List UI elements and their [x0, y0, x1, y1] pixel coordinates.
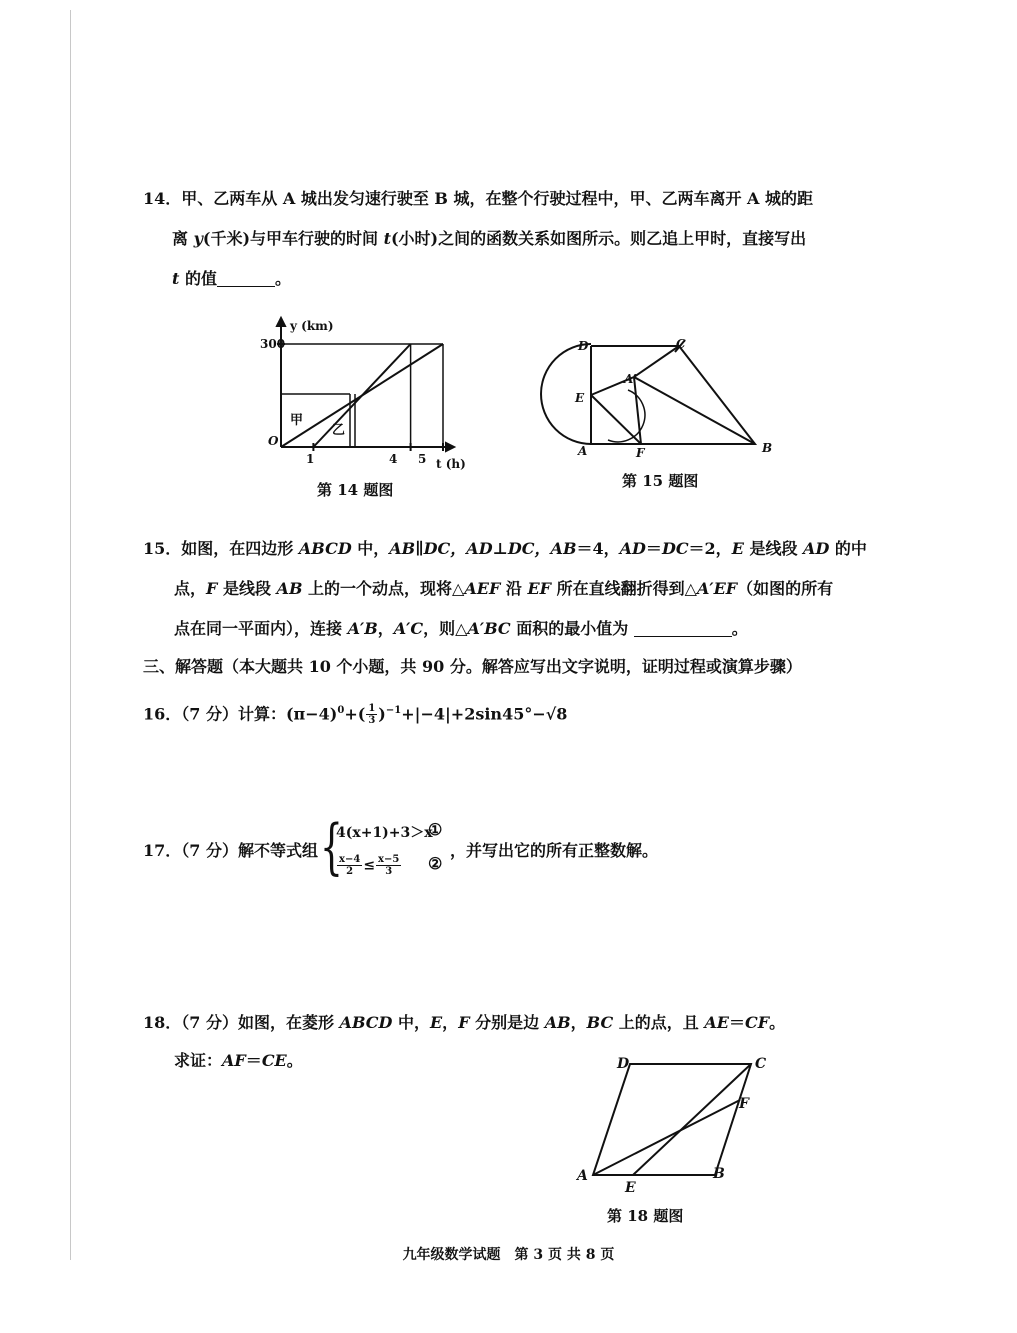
fig14-x-axis-label: t (h) — [436, 457, 466, 471]
q15-t3f: A′BC — [467, 619, 511, 638]
q18-t1j: BC — [586, 1013, 614, 1032]
q16-frac-num: 1 — [368, 703, 376, 715]
fig18-label-f: F — [739, 1096, 749, 1112]
q18-t2a: 求证： — [174, 1051, 223, 1070]
q14-text-2b: (千米)与甲车行驶的时间 — [202, 229, 384, 248]
q15-t2c: 是线段 — [217, 579, 277, 598]
q15-t3a: 点在同一平面内），连接 — [174, 619, 348, 638]
q17-circle-2: ② — [428, 854, 443, 873]
q15-t1k: 是线段 — [743, 539, 804, 558]
q15-t2f: AEF — [464, 579, 501, 598]
fig14-label-jia: 甲 — [290, 413, 304, 428]
fig18-rhombus-outline — [593, 1064, 751, 1175]
q15-t3b: A′B — [347, 619, 378, 638]
fig14-y-arrow-icon — [277, 318, 285, 326]
fig18-label-b: B — [713, 1166, 725, 1182]
q15-t3c: ， — [377, 619, 394, 638]
q15-t2d: AB — [276, 579, 303, 598]
q17-le-sign: ≤ — [363, 857, 376, 874]
q15-t1g: ＝ — [645, 539, 662, 558]
q14-text-3a: 的值 — [179, 269, 217, 288]
fig18-label-d: D — [617, 1056, 630, 1072]
fig18-label-e: E — [625, 1180, 636, 1196]
q16-expr-4: +|−4|+2sin45°−√8 — [401, 704, 568, 724]
q14-line-2 — [172, 228, 806, 250]
q15-t2g: 沿 — [500, 579, 528, 598]
q17-circle-1: ① — [428, 820, 443, 839]
q17-frac-1-num: x−4 — [339, 854, 361, 865]
q16-prefix: 16．（7 分）计算： — [143, 704, 286, 724]
q18-t1l: AE — [704, 1013, 729, 1032]
fig14-series-line-2 — [313, 344, 410, 447]
fig15-a1b — [634, 377, 755, 444]
q15-t1b: ABCD — [298, 539, 352, 558]
q17-inequality-2 — [336, 854, 402, 877]
q14-answer-blank[interactable] — [217, 286, 275, 287]
figure-15-quadrilateral — [548, 337, 778, 460]
q18-t1k: 上的点，且 — [613, 1013, 705, 1032]
q17-brace-icon: { — [320, 812, 343, 882]
q17-frac-2 — [376, 854, 401, 877]
page-footer: 九年级数学试题 第 3 页 共 8 页 — [402, 1247, 615, 1263]
fig15-label-a1: A′ — [624, 372, 637, 386]
q18-line-2 — [174, 1050, 303, 1072]
q16-line — [143, 700, 567, 726]
fig15-a1c — [634, 346, 679, 377]
q18-t2c: ＝ — [245, 1051, 262, 1070]
fig18-caption: 第 18 题图 — [607, 1207, 684, 1225]
fig18-label-c: C — [755, 1056, 767, 1072]
q17-frac-2-den: 3 — [385, 866, 393, 877]
q18-line-1 — [143, 1012, 785, 1034]
q18-t1e: ， — [442, 1013, 459, 1032]
q14-var-t2: t — [172, 269, 180, 288]
q15-line-2 — [174, 578, 833, 600]
fig18-label-a: A — [577, 1168, 588, 1184]
q15-t3d: A′C — [393, 619, 424, 638]
q14-text-2c: (小时)之间的函数关系如图所示。则乙追上甲时，直接写出 — [390, 229, 807, 248]
q17-suffix: ，并写出它的所有正整数解。 — [450, 841, 659, 860]
fig15-label-a: A — [578, 444, 588, 458]
fig14-y-tick-300: 300 — [260, 337, 286, 351]
q18-t1m: ＝ — [728, 1013, 745, 1032]
section-3-heading: 三、解答题（本大题共 10 个小题，共 90 分。解答应写出文字说明，证明过程或演算步骤） — [143, 657, 802, 676]
q17-prefix: 17．（7 分）解不等式组 — [143, 841, 318, 860]
q17-frac-2-num: x−5 — [378, 854, 400, 865]
q15-t2a: 点， — [174, 579, 207, 598]
q17-inequality-1: 4(x+1)+3＞x — [336, 825, 433, 841]
q15-t1i: ＝2， — [688, 539, 732, 558]
q17-frac-1 — [337, 854, 362, 877]
fig15-label-f: F — [636, 446, 645, 460]
q15-t3g: 面积的最小值为 — [510, 619, 634, 638]
q18-t2d: CE — [261, 1051, 287, 1070]
q15-line-1 — [143, 538, 867, 560]
page-margin-line — [70, 10, 71, 1260]
q15-t1h: DC — [661, 539, 689, 558]
q16-expr-1-sup: 0 — [337, 705, 345, 716]
fig14-x-tick-4: 4 — [389, 452, 398, 466]
fig14-x-arrow-icon — [446, 443, 454, 451]
q18-t2e: 。 — [286, 1051, 303, 1070]
figure-18-rhombus — [573, 1052, 783, 1196]
q14-text-3end: 。 — [274, 269, 291, 288]
q17-inequality-system — [320, 812, 470, 884]
fig15-label-c: C — [676, 337, 686, 351]
fig14-label-yi: 乙 — [332, 423, 346, 438]
q18-t1h: AB — [544, 1013, 571, 1032]
fig15-label-e: E — [575, 391, 585, 405]
q15-line-3 — [174, 618, 748, 640]
q18-t1f: F — [458, 1013, 470, 1032]
q15-t2h: EF — [527, 579, 552, 598]
q16-fraction — [366, 703, 377, 726]
fig14-y-axis-label: y (km) — [290, 319, 334, 333]
q18-t1d: E — [429, 1013, 443, 1032]
q16-expr-3: ) — [378, 704, 386, 724]
q15-t1c: 中， — [351, 539, 390, 558]
q18-t1g: 分别是边 — [469, 1013, 545, 1032]
q18-t1c: 中， — [392, 1013, 430, 1032]
q15-t2k: （如图的所有 — [737, 579, 834, 598]
q16-frac-den: 3 — [368, 715, 376, 727]
q15-t2i: 所在直线翻折得到△ — [551, 579, 697, 598]
q15-t1f: AD — [619, 539, 646, 558]
q15-t3end: 。 — [731, 619, 748, 638]
q15-answer-blank[interactable] — [634, 636, 732, 637]
q15-t1d: AB∥DC，AD⊥DC，AB — [389, 539, 577, 558]
fig14-origin-label: O — [268, 434, 279, 448]
q14-text-1: 14．甲、乙两车从 A 城出发匀速行驶至 B 城，在整个行驶过程中，甲、乙两车离开 A 城的距 — [143, 189, 814, 208]
q14-var-y: y — [193, 229, 203, 248]
q15-t2j: A′EF — [696, 579, 738, 598]
fig15-label-b: B — [762, 441, 773, 455]
q16-expr-3-sup: −1 — [385, 705, 402, 716]
q15-t2b: F — [206, 579, 218, 598]
q15-t1j: E — [731, 539, 744, 558]
fig14-x-tick-5: 5 — [418, 452, 427, 466]
fig14-x-tick-1: 1 — [306, 452, 315, 466]
q18-t1o: 。 — [769, 1013, 786, 1032]
q15-t3e: ，则△ — [423, 619, 468, 638]
q16-expr-2: +( — [344, 704, 366, 724]
q14-var-t: t — [383, 229, 391, 248]
fig15-caption: 第 15 题图 — [622, 472, 699, 490]
q14-line-3 — [172, 268, 291, 290]
q16-expr-1: (π−4) — [285, 704, 338, 724]
q18-t2b: AF — [222, 1051, 246, 1070]
q15-t1l: AD — [803, 539, 830, 558]
q14-text-2a: 离 — [172, 229, 194, 248]
q15-t1m: 的中 — [829, 539, 867, 558]
q18-t1i: ， — [570, 1013, 587, 1032]
fig14-caption: 第 14 题图 — [317, 481, 394, 499]
q18-t1n: CF — [745, 1013, 770, 1032]
q15-t1e: ＝4， — [576, 539, 620, 558]
q18-t1b: ABCD — [339, 1013, 393, 1032]
q17-frac-1-den: 2 — [346, 866, 354, 877]
q15-t2e: 上的一个动点，现将△ — [302, 579, 465, 598]
q18-t1a: 18．（7 分）如图，在菱形 — [143, 1013, 340, 1032]
q15-t1a: 15．如图，在四边形 — [143, 539, 299, 558]
figure-14-graph — [260, 318, 466, 488]
fig15-label-d: D — [578, 339, 589, 353]
q14-line-1 — [143, 188, 813, 210]
